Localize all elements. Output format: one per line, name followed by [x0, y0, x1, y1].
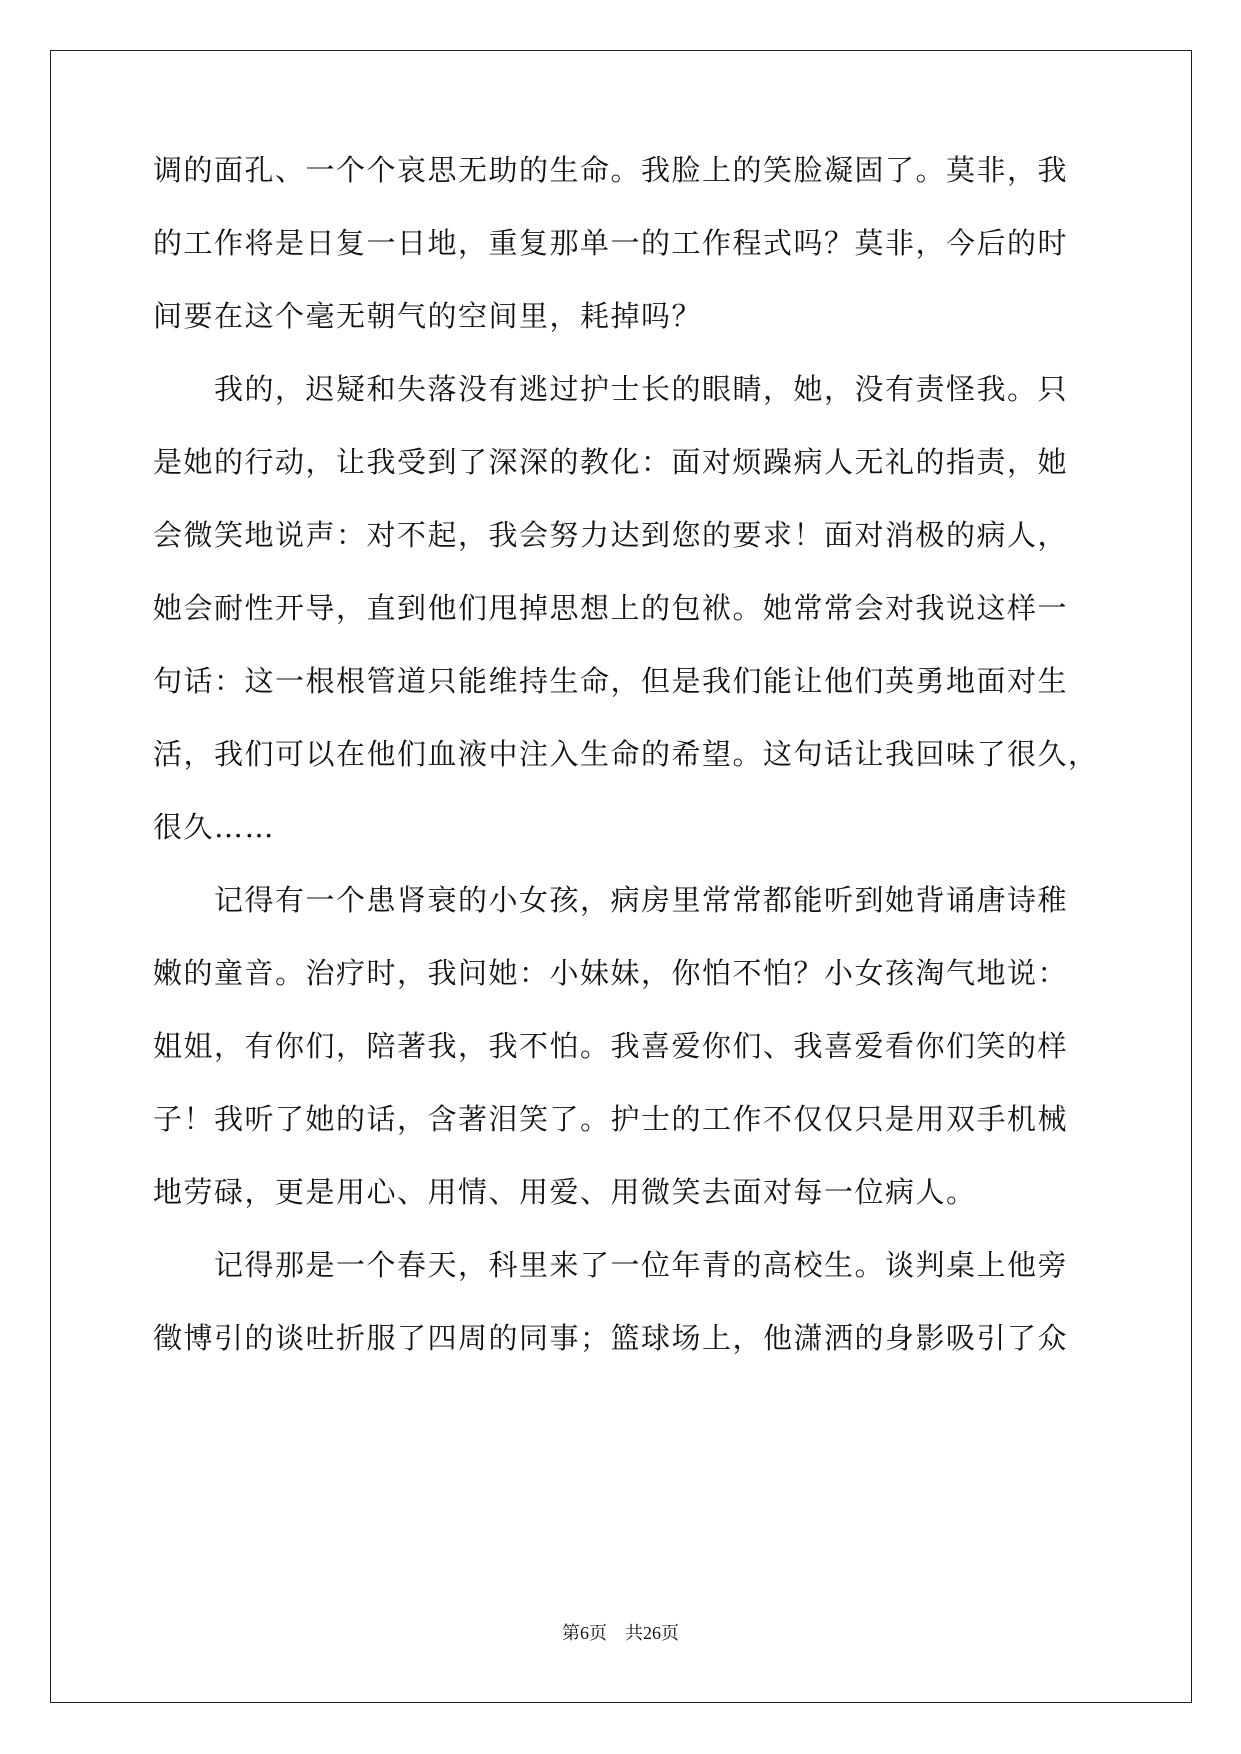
page-number: 6: [580, 1623, 589, 1643]
text-line: 子！我听了她的话，含著泪笑了。护士的工作不仅仅只是用双手机械: [153, 1102, 1069, 1136]
text-line: 会微笑地说声：对不起，我会努力达到您的要求！面对消极的病人，: [153, 518, 1069, 552]
footer-prefix: 第: [562, 1623, 580, 1644]
text-line: 姐姐，有你们，陪著我，我不怕。我喜爱你们、我喜爱看你们笑的样: [153, 1029, 1069, 1063]
text-line: 间要在这个毫无朝气的空间里，耗掉吗？: [153, 299, 703, 333]
text-line: 很久……: [153, 810, 276, 844]
total-pages: 26: [643, 1623, 661, 1643]
text-line: 的工作将是日复一日地，重复那单一的工作程式吗？莫非，今后的时: [153, 226, 1069, 260]
text-line: 句话：这一根根管道只能维持生命，但是我们能让他们英勇地面对生: [153, 664, 1069, 698]
footer-total-suffix: 页: [661, 1623, 679, 1644]
text-line: 记得有一个患肾衰的小女孩，病房里常常都能听到她背诵唐诗稚: [153, 883, 1069, 917]
text-line: 徵博引的谈吐折服了四周的同事；篮球场上，他潇洒的身影吸引了众: [153, 1321, 1069, 1355]
text-line: 嫩的童音。治疗时，我问她：小妹妹，你怕不怕？小女孩淘气地说：: [153, 956, 1069, 990]
footer-page-suffix: 页: [589, 1623, 607, 1644]
page-footer: [0, 1621, 1241, 1646]
text-line: 记得那是一个春天，科里来了一位年青的高校生。谈判桌上他旁: [153, 1248, 1069, 1282]
text-line: 活，我们可以在他们血液中注入生命的希望。这句话让我回味了很久，: [153, 737, 1099, 771]
text-line: 是她的行动，让我受到了深深的教化：面对烦躁病人无礼的指责，她: [153, 445, 1069, 479]
footer-total-prefix: 共: [625, 1623, 643, 1644]
text-line: 调的面孔、一个个哀思无助的生命。我脸上的笑脸凝固了。莫非，我: [153, 153, 1069, 187]
text-line: 她会耐性开导，直到他们甩掉思想上的包袱。她常常会对我说这样一: [153, 591, 1069, 625]
text-line: 我的，迟疑和失落没有逃过护士长的眼睛，她，没有责怪我。只: [153, 372, 1069, 406]
text-line: 地劳碌，更是用心、用情、用爱、用微笑去面对每一位病人。: [153, 1175, 977, 1209]
